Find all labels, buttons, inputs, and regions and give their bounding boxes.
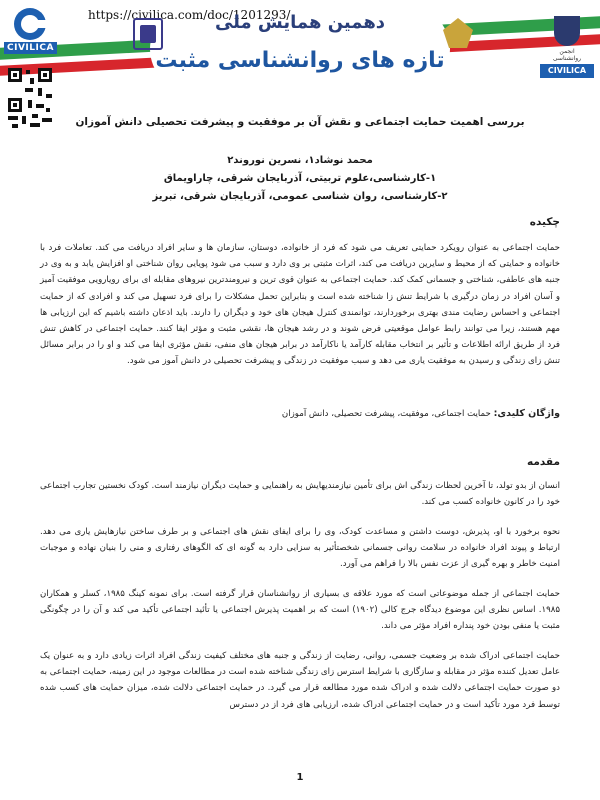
keywords-label: واژگان کلیدی: <box>493 408 560 419</box>
civilica-logo[interactable] <box>4 8 56 60</box>
civilica-badge[interactable]: CIVILICA <box>540 64 594 78</box>
civilica-logo-text: CIVILICA <box>4 42 57 54</box>
author-block <box>60 152 540 206</box>
society-emblem-caption: انجمن روانشناسی <box>552 48 582 62</box>
affiliation-2: ۲-کارشناسی، روان شناسی عمومی، آذربایجان شرقی، تبریز <box>152 191 448 202</box>
university-emblem-icon <box>133 18 163 50</box>
intro-paragraph-1: انسان از بدو تولد، تا آخرین لحظات زندگی اش برای تأمین نیازمندیهایش به راهنمایی و حمایت دیگران نیازمند است. کودک نخستین تجارب اجتماعی خود را در کانون خانواده کسب می کند. <box>40 481 560 508</box>
paper-title: بررسی اهمیت حمایت اجتماعی و نقش آن بر موفقیت و پیشرفت تحصیلی دانش آموزان <box>75 116 525 128</box>
keywords-text: حمایت اجتماعی، موفقیت، پیشرفت تحصیلی، دانش آموزان <box>281 409 491 419</box>
keywords-line <box>40 408 560 419</box>
conference-title-line1: دهمین همایش ملی <box>214 12 386 33</box>
intro-paragraph-4: حمایت اجتماعی ادراک شده بر وضعیت جسمی، روانی، رضایت از زندگی و جنبه های مختلف کیفیت زندگی افراد اثرات زیادی دارد و به عنوان یک عامل تعدیل کننده مؤثر در مقابله و سازگاری با شرایط استرس زای زندگی شناخته شده است در مطالعات موجود در این زمینه، حمایت اجتماعی به دو صورت حمایت اجتماعی دلالت شده و ادراک شده مورد مطالعه قرار می گیرد. در حمایت اجتماعی دلالت شده، میزان حمایت های کسب شده توسط فرد مورد تأکید است و در حمایت اجتماعی ادراک شده، ارزیابی های فرد از در دسترس <box>40 651 560 710</box>
abstract-text: حمایت اجتماعی به عنوان رویکرد حمایتی تعریف می شود که فرد از خانواده، دوستان، سازمان ها و سایر افراد دریافت می کند. تعاملات فرد با خانواده و حمایتی که از محیط و سایرین دریافت می کند، اثرات مثبتی بر وی دارد و سبب می شود پویایی روان شناختی او افزایش یابد و به وی در جنبه های عاطفی، شناختی و جسمانی کمک کند. حمایت اجتماعی به عنوان قوی ترین و نیرومندترین نیروهای مقابله ای برای رویارویی موفقیت آمیز و آسان افراد در زمان درگیری با شرایط تنش زا شناخته شده است و بنابراین تحمل مشکلات را برای فرد تسهیل می کند و افرادی که از حمایت اجتماعی و احساس رضایت مندی بهتری برخوردارند، توانمندی کنترل هیجان های خود و دیگران را دارند. باید اذعان داشته باشیم که این ارزیابی ها مهم هستند، زیرا می توانند رابط عوامل موقعیتی فرض شوند و در رشد هیجان ها، نقشی مثبت و مؤثر ایفا کنند. حمایت اجتماعی در کاهش تنش فرد از طریق ارائه اطلاعات و تأثیر بر انتخاب مقابله کارآمد یا ناکارآمد در برابر هیجان های منفی، نقش مؤثری ایفا می کند و او را در برابر مسائل تنش زای زندگی و رسیدن به موفقیت یاری می دهد و سبب موفقیت در زندگی و پیشرفت تحصیلی در دانش آموز می شود. <box>40 243 560 367</box>
affiliation-1: ۱-کارشناسی،علوم تربیتی، آذربایجان شرقی، چاراویماق <box>163 173 437 184</box>
society-emblem-icon <box>548 16 586 62</box>
intro-paragraph-3: حمایت اجتماعی از جمله موضوعاتی است که مورد علاقه ی بسیاری از روانشناسان قرار گرفته است. برای نمونه کینگ ۱۹۸۵، کسلر و همکاران ۱۹۸۵. اساس نظری این موضوع دیدگاه جرج کالی (۱۹۰۲) است که بر اهمیت پذیرش اجتماعی یا تأئید اجتماعی تأکید می کند و آن را در چگونگی مثبت یا منفی بودن خود پنداره افراد مؤثر می داند. <box>40 589 560 632</box>
qr-code-icon[interactable] <box>8 68 52 128</box>
authors-line: محمد نوشاد۱، نسرین نوروند۲ <box>227 155 373 166</box>
association-emblem-icon <box>443 18 473 48</box>
intro-paragraph-2: نحوه برخورد با او، پذیرش، دوست داشتن و مساعدت کودک، وی را برای ایفای نقش های اجتماعی و بر طرف ساختن نیازهایش یاری می دهد. ارتباط و پیوند افراد خانواده در سلامت روانی جسمانی شخصتأثیر به سزایی دارد به گونه ای که الگوهای رفتاری و منی را بنیان نهاده و موجبات امنیت خاطر و بهره گیری از عزت نفس بالا را فراهم می آورد. <box>40 527 560 570</box>
intro-heading: مقدمه <box>527 456 560 468</box>
conference-title-line2: تازه های روانشناسی مثبت <box>155 48 445 73</box>
document-url[interactable]: https://civilica.com/doc/1201293/ <box>88 8 291 22</box>
abstract-heading: چکیده <box>529 216 560 228</box>
conference-banner <box>0 0 600 100</box>
page-number: 1 <box>296 772 304 783</box>
